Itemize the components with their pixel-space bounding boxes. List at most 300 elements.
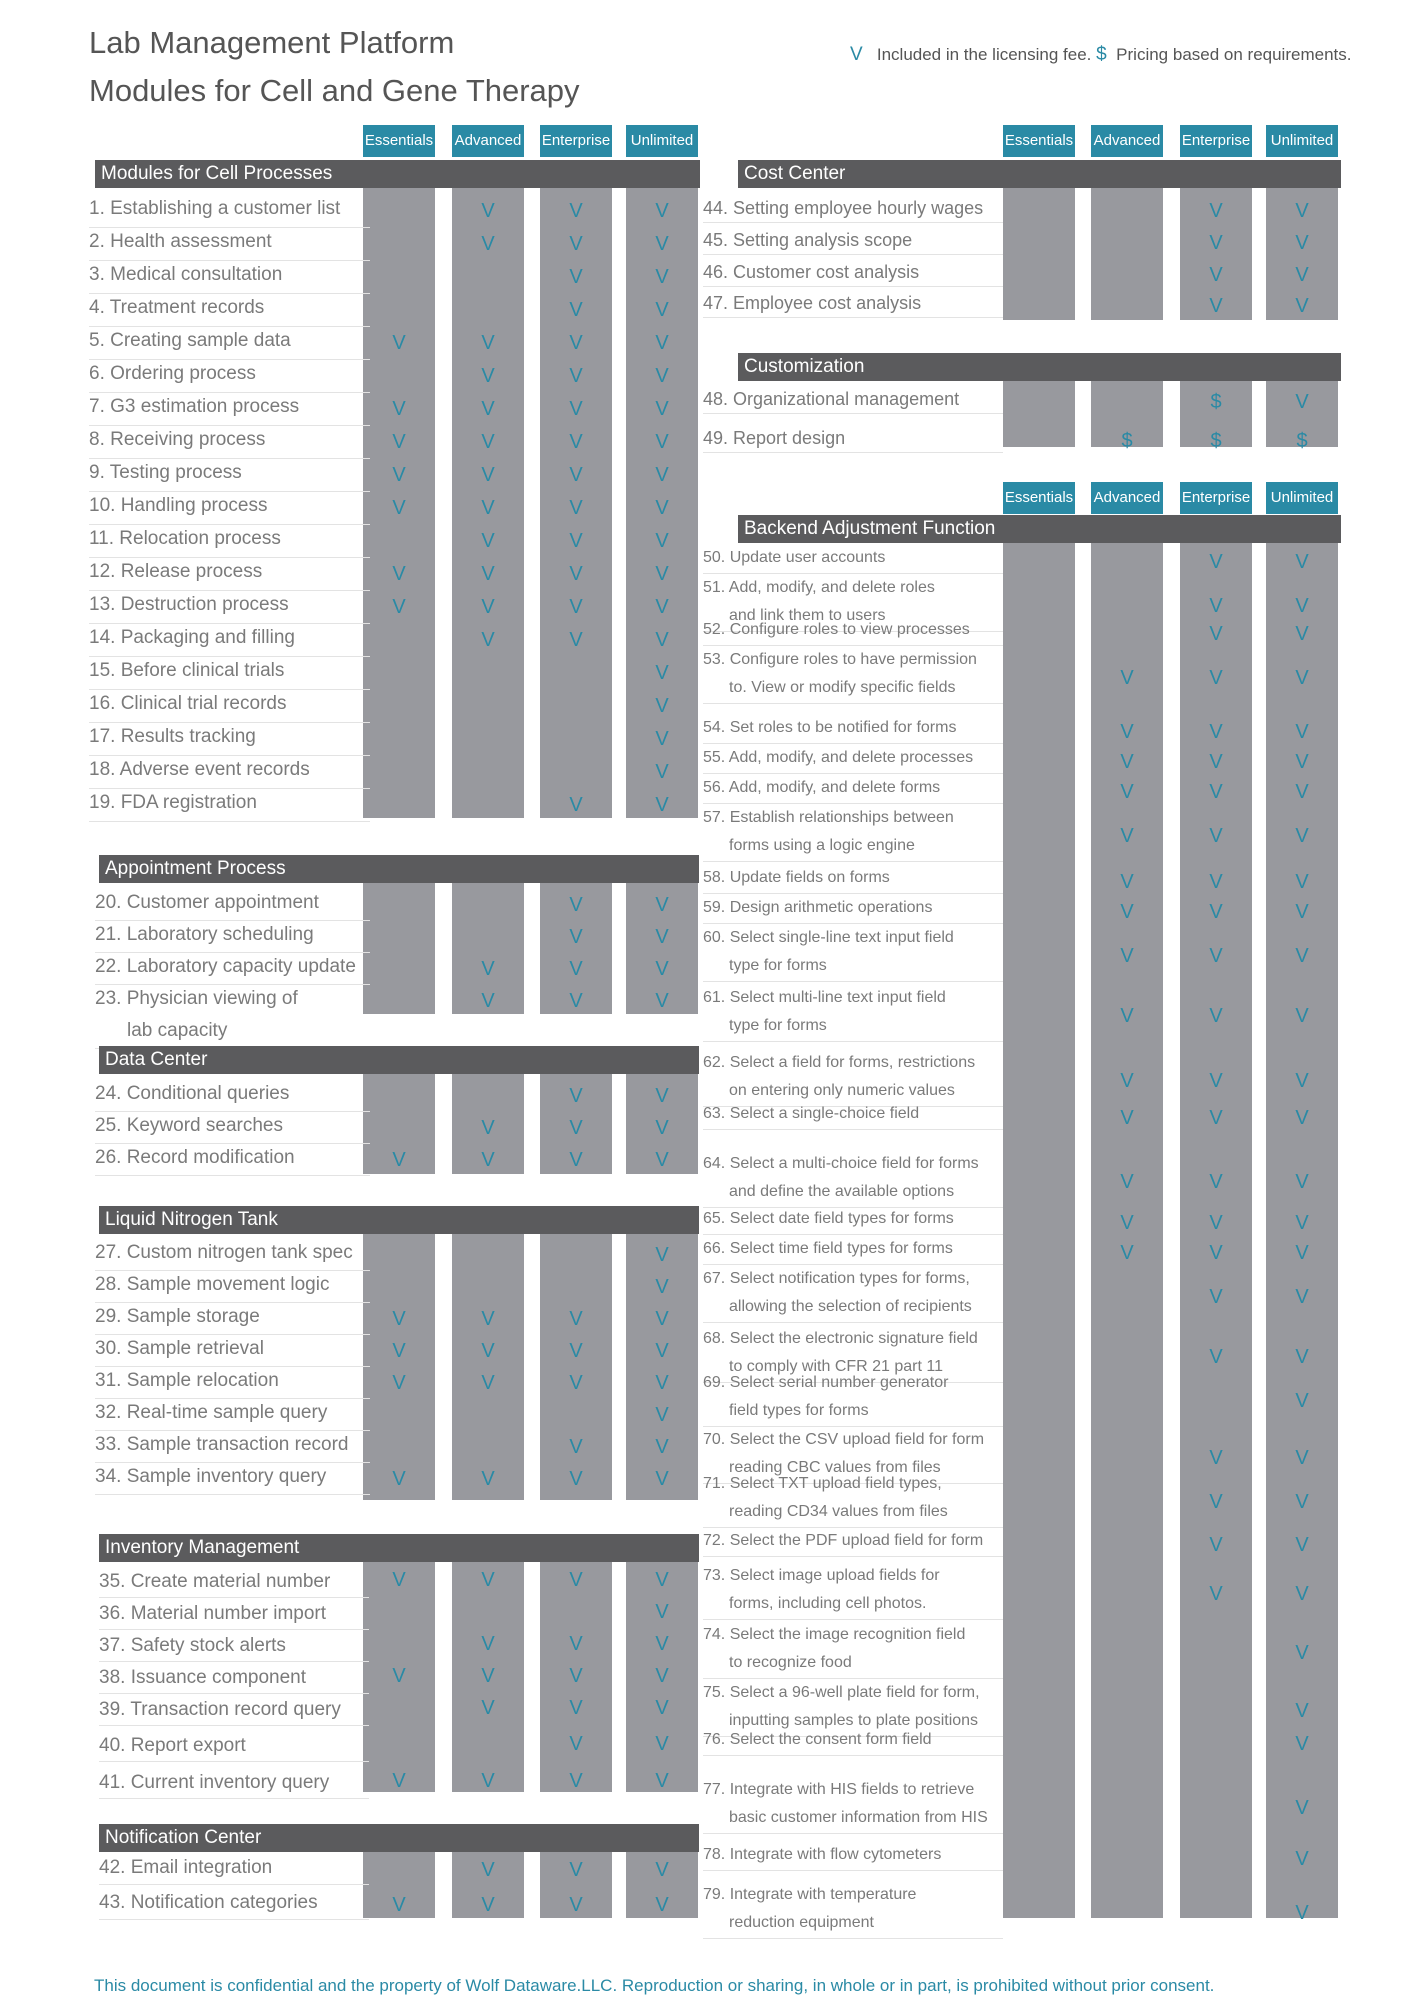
left-tier-advanced: Advanced (452, 125, 524, 157)
included-mark: V (1295, 1390, 1309, 1412)
row-label-continued: and link them to users (729, 607, 886, 624)
included-mark: V (481, 1859, 495, 1881)
pricing-mark: $ (1210, 391, 1222, 413)
included-mark: V (1295, 1005, 1309, 1027)
legend-pricing-text: Pricing based on requirements. (1116, 45, 1352, 64)
included-mark: V (1295, 1583, 1309, 1605)
row-divider (89, 623, 370, 624)
included-mark: V (655, 1372, 669, 1394)
included-mark: V (655, 761, 669, 783)
section-title: Backend Adjustment Function (744, 518, 996, 539)
included-mark: V (1209, 1286, 1223, 1308)
row-divider (703, 254, 1003, 255)
row-divider (89, 689, 370, 690)
included-mark: V (481, 530, 495, 552)
included-mark: V (1209, 1107, 1223, 1129)
row-label-continued: inputting samples to plate positions (729, 1712, 979, 1729)
included-mark: V (1295, 945, 1309, 967)
row-divider (99, 1798, 369, 1799)
confidentiality-footer: This document is confidential and the property of Wolf Dataware.LLC. Reproduction or sharing, in whole or in part, is prohibited without prior consent. (94, 1976, 1215, 1995)
included-mark: V (1295, 264, 1309, 286)
row-label: 15. Before clinical trials (89, 660, 285, 681)
row-divider (95, 1334, 370, 1335)
row-label: 77. Integrate with HIS fields to retrieve (703, 1781, 975, 1798)
included-mark: V (1209, 200, 1223, 222)
row-label: 53. Configure roles to have permission (703, 651, 977, 668)
row-label: 71. Select TXT upload field types, (703, 1475, 942, 1492)
section-title: Modules for Cell Processes (101, 163, 333, 184)
included-mark: V (392, 1308, 406, 1330)
row-label-continued: reading CBC values from files (729, 1459, 941, 1476)
right-bottom-tier-unlimited: Unlimited (1266, 482, 1338, 514)
row-label: 21. Laboratory scheduling (95, 924, 314, 945)
included-mark: V (1209, 551, 1223, 573)
included-mark: V (481, 233, 495, 255)
included-mark: V (1209, 1005, 1223, 1027)
section-header-customization (738, 353, 1341, 381)
included-mark: V (655, 1697, 669, 1719)
included-mark: V (1120, 1107, 1134, 1129)
included-mark: V (569, 1770, 583, 1792)
row-label-continued: forms, including cell photos. (729, 1595, 927, 1612)
row-divider (99, 1661, 369, 1662)
included-mark: V (1295, 1491, 1309, 1513)
included-mark: V (1295, 1534, 1309, 1556)
included-mark: V (655, 398, 669, 420)
row-label-continued: basic customer information from HIS (729, 1809, 988, 1826)
row-divider (703, 1556, 1003, 1557)
included-mark: V (481, 1117, 495, 1139)
row-divider (95, 984, 370, 985)
included-mark: V (655, 794, 669, 816)
included-mark: V (1209, 1583, 1223, 1605)
included-mark: V (655, 1149, 669, 1171)
row-divider (95, 1462, 370, 1463)
included-mark: V (569, 1859, 583, 1881)
included-mark: V (392, 1770, 406, 1792)
included-mark: V (569, 1117, 583, 1139)
included-mark: V (655, 332, 669, 354)
included-mark: V (655, 464, 669, 486)
row-label: 10. Handling process (89, 495, 268, 516)
included-mark: V (481, 1633, 495, 1655)
section-header-backend (738, 515, 1341, 543)
row-divider (703, 1619, 1003, 1620)
included-mark: V (569, 431, 583, 453)
included-mark: V (655, 1770, 669, 1792)
row-label: 3. Medical consultation (89, 264, 283, 285)
row-divider (703, 1234, 1003, 1235)
row-divider (703, 861, 1003, 862)
row-divider (95, 1111, 370, 1112)
included-mark: V (1295, 595, 1309, 617)
included-mark: V (1295, 551, 1309, 573)
included-mark: V (481, 629, 495, 651)
row-divider (703, 1041, 1003, 1042)
included-mark: V (569, 1149, 583, 1171)
row-divider (89, 821, 370, 822)
row-divider (89, 227, 370, 228)
row-divider (89, 458, 370, 459)
included-mark: V (655, 728, 669, 750)
row-divider (99, 1597, 369, 1598)
right-top-tier-advanced: Advanced (1091, 125, 1163, 157)
included-mark: V (1209, 1346, 1223, 1368)
row-label-continued: forms using a logic engine (729, 837, 915, 854)
included-mark: V (481, 596, 495, 618)
row-label-continued: allowing the selection of recipients (729, 1298, 972, 1315)
included-mark: V (1295, 825, 1309, 847)
included-mark: V (569, 365, 583, 387)
included-mark: V (1209, 751, 1223, 773)
included-mark: V (1295, 1642, 1309, 1664)
included-mark: V (655, 497, 669, 519)
included-mark: V (655, 1436, 669, 1458)
included-mark: V (1295, 1107, 1309, 1129)
included-mark: V (655, 1308, 669, 1330)
included-mark: V (481, 1894, 495, 1916)
section-title: Liquid Nitrogen Tank (105, 1209, 278, 1230)
included-mark: V (655, 1117, 669, 1139)
left-tier-enterprise: Enterprise (540, 125, 612, 157)
included-mark: V (569, 629, 583, 651)
row-divider (703, 773, 1003, 774)
row-divider (703, 286, 1003, 287)
included-mark: V (1295, 232, 1309, 254)
row-label: 31. Sample relocation (95, 1370, 279, 1391)
row-divider (703, 743, 1003, 744)
right-top-tier-essentials: Essentials (1003, 125, 1075, 157)
included-mark: V (655, 1468, 669, 1490)
included-mark: V (569, 990, 583, 1012)
included-mark: V (481, 332, 495, 354)
included-mark: V (655, 233, 669, 255)
row-label: 1. Establishing a customer list (89, 198, 341, 219)
included-mark: V (392, 1894, 406, 1916)
included-mark: V (655, 1276, 669, 1298)
row-label-continued: reading CD34 values from files (729, 1503, 948, 1520)
cell-processes-column-enterprise (540, 160, 612, 818)
row-label: 46. Customer cost analysis (703, 262, 920, 282)
row-label: 26. Record modification (95, 1147, 295, 1168)
included-mark: V (655, 1404, 669, 1426)
included-mark: V (655, 1665, 669, 1687)
included-mark: V (1295, 623, 1309, 645)
row-label: 20. Customer appointment (95, 892, 319, 913)
included-mark: V (1209, 295, 1223, 317)
row-divider (703, 1129, 1003, 1130)
row-divider (89, 260, 370, 261)
included-mark: V (481, 398, 495, 420)
row-label: 29. Sample storage (95, 1306, 260, 1327)
included-mark: V (655, 662, 669, 684)
right-bottom-tier-enterprise: Enterprise (1180, 482, 1252, 514)
included-mark: V (1209, 667, 1223, 689)
row-label: 16. Clinical trial records (89, 693, 287, 714)
included-mark: V (1209, 871, 1223, 893)
backend-column-essentials (1003, 515, 1075, 1918)
included-mark: V (655, 365, 669, 387)
left-tier-unlimited: Unlimited (626, 125, 698, 157)
included-mark: V (655, 431, 669, 453)
row-label: 17. Results tracking (89, 726, 256, 747)
included-mark: V (1209, 945, 1223, 967)
row-label: 62. Select a field for forms, restrictions (703, 1054, 976, 1071)
row-label: 23. Physician viewing of (95, 988, 298, 1009)
row-label: 33. Sample transaction record (95, 1434, 349, 1455)
included-mark: V (1209, 1242, 1223, 1264)
row-label-continued: to recognize food (729, 1654, 852, 1671)
row-divider (703, 923, 1003, 924)
included-mark: V (392, 1372, 406, 1394)
row-divider (703, 803, 1003, 804)
included-mark: V (655, 1569, 669, 1591)
included-mark: V (481, 1697, 495, 1719)
included-mark: V (481, 1468, 495, 1490)
included-mark: V (569, 794, 583, 816)
row-label: 35. Create material number (99, 1571, 331, 1592)
included-mark: V (481, 431, 495, 453)
included-mark: V (392, 1569, 406, 1591)
row-divider (89, 425, 370, 426)
included-mark: V (481, 990, 495, 1012)
row-label: 37. Safety stock alerts (99, 1635, 286, 1656)
included-mark: V (1295, 721, 1309, 743)
row-label: 34. Sample inventory query (95, 1466, 327, 1487)
row-label: 5. Creating sample data (89, 330, 291, 351)
row-divider (99, 1884, 369, 1885)
page-title: Lab Management Platform (89, 25, 455, 60)
legend-included-mark: V (850, 44, 863, 65)
included-mark: V (569, 530, 583, 552)
row-label-continued: reduction equipment (729, 1914, 874, 1931)
included-mark: V (655, 990, 669, 1012)
included-mark: V (392, 1340, 406, 1362)
cell-processes-column-essentials (363, 160, 435, 818)
included-mark: V (392, 596, 406, 618)
section-header-notification (99, 1824, 699, 1852)
included-mark: V (1120, 1242, 1134, 1264)
included-mark: V (1295, 1242, 1309, 1264)
included-mark: V (569, 497, 583, 519)
row-label: 56. Add, modify, and delete forms (703, 779, 941, 796)
included-mark: V (569, 200, 583, 222)
row-divider (89, 359, 370, 360)
row-label: 79. Integrate with temperature (703, 1886, 917, 1903)
row-divider (95, 1430, 370, 1431)
row-label-continued: field types for forms (729, 1402, 869, 1419)
row-divider (99, 1693, 369, 1694)
row-divider (95, 1302, 370, 1303)
row-label: 52. Configure roles to view processes (703, 621, 970, 638)
included-mark: V (655, 894, 669, 916)
included-mark: V (481, 497, 495, 519)
included-mark: V (1295, 1447, 1309, 1469)
row-divider (703, 1755, 1003, 1756)
section-header-appointment (99, 855, 699, 883)
row-label: 74. Select the image recognition field (703, 1626, 966, 1643)
row-divider (89, 557, 370, 558)
row-label: 48. Organizational management (703, 389, 960, 409)
row-label: 24. Conditional queries (95, 1083, 290, 1104)
included-mark: V (481, 1308, 495, 1330)
included-mark: V (481, 1149, 495, 1171)
included-mark: V (655, 926, 669, 948)
included-mark: V (1295, 751, 1309, 773)
row-label: 65. Select date field types for forms (703, 1210, 954, 1227)
included-mark: V (392, 398, 406, 420)
row-divider (703, 413, 1003, 414)
included-mark: V (1295, 1848, 1309, 1870)
row-divider (703, 981, 1003, 982)
included-mark: V (569, 332, 583, 354)
included-mark: V (392, 332, 406, 354)
row-label-continued: lab capacity (127, 1020, 228, 1041)
included-mark: V (1295, 781, 1309, 803)
section-title: Customization (744, 356, 865, 377)
included-mark: V (655, 299, 669, 321)
included-mark: V (569, 1308, 583, 1330)
included-mark: V (481, 563, 495, 585)
included-mark: V (1209, 264, 1223, 286)
included-mark: V (481, 1372, 495, 1394)
included-mark: V (655, 1859, 669, 1881)
pricing-mark: $ (1210, 430, 1222, 452)
row-divider (89, 722, 370, 723)
row-label: 13. Destruction process (89, 594, 289, 615)
row-label: 58. Update fields on forms (703, 869, 890, 886)
included-mark: V (569, 464, 583, 486)
row-divider (703, 1938, 1003, 1939)
row-label: 18. Adverse event records (89, 759, 310, 780)
included-mark: V (655, 958, 669, 980)
section-header-data-center (99, 1046, 699, 1074)
row-divider (703, 452, 1003, 453)
included-mark: V (655, 200, 669, 222)
row-label: 22. Laboratory capacity update (95, 956, 356, 977)
included-mark: V (481, 365, 495, 387)
right-top-tier-enterprise: Enterprise (1180, 125, 1252, 157)
row-label: 8. Receiving process (89, 429, 266, 450)
included-mark: V (655, 1633, 669, 1655)
included-mark: V (1295, 295, 1309, 317)
included-mark: V (569, 1733, 583, 1755)
included-mark: V (1120, 871, 1134, 893)
row-label: 36. Material number import (99, 1603, 327, 1624)
included-mark: V (1120, 1005, 1134, 1027)
included-mark: V (481, 200, 495, 222)
included-mark: V (569, 1894, 583, 1916)
included-mark: V (481, 1340, 495, 1362)
pricing-mark: $ (1296, 430, 1308, 452)
included-mark: V (1120, 667, 1134, 689)
included-mark: V (655, 1244, 669, 1266)
row-label: 75. Select a 96-well plate field for form, (703, 1684, 980, 1701)
row-label-continued: to. View or modify specific fields (729, 679, 956, 696)
included-mark: V (569, 1436, 583, 1458)
row-divider (89, 656, 370, 657)
right-bottom-tier-essentials: Essentials (1003, 482, 1075, 514)
row-label: 32. Real-time sample query (95, 1402, 328, 1423)
included-mark: V (1295, 1286, 1309, 1308)
row-divider (89, 524, 370, 525)
included-mark: V (481, 958, 495, 980)
row-label: 2. Health assessment (89, 231, 272, 252)
included-mark: V (655, 596, 669, 618)
row-label: 70. Select the CSV upload field for form (703, 1431, 985, 1448)
row-divider (703, 893, 1003, 894)
included-mark: V (392, 497, 406, 519)
included-mark: V (569, 266, 583, 288)
row-divider (95, 1398, 370, 1399)
row-divider (89, 392, 370, 393)
included-mark: V (1209, 901, 1223, 923)
row-divider (703, 1322, 1003, 1323)
row-divider (95, 952, 370, 953)
row-label: 57. Establish relationships between (703, 809, 954, 826)
right-bottom-tier-advanced: Advanced (1091, 482, 1163, 514)
row-divider (95, 1494, 370, 1495)
page-subtitle: Modules for Cell and Gene Therapy (89, 73, 580, 108)
included-mark: V (1295, 1797, 1309, 1819)
included-mark: V (1120, 1212, 1134, 1234)
row-divider (703, 1426, 1003, 1427)
row-label: 49. Report design (703, 428, 846, 448)
row-label: 19. FDA registration (89, 792, 257, 813)
row-label: 7. G3 estimation process (89, 396, 300, 417)
row-label: 45. Setting analysis scope (703, 230, 913, 250)
included-mark: V (1295, 1070, 1309, 1092)
included-mark: V (1209, 781, 1223, 803)
included-mark: V (655, 695, 669, 717)
included-mark: V (1295, 667, 1309, 689)
row-divider (89, 326, 370, 327)
row-label: 44. Setting employee hourly wages (703, 198, 984, 218)
row-label-continued: to comply with CFR 21 part 11 (729, 1358, 944, 1375)
row-divider (703, 1833, 1003, 1834)
included-mark: V (1120, 901, 1134, 923)
cell-processes-column-advanced (452, 160, 524, 818)
section-header-liquid-nitrogen (99, 1206, 699, 1234)
included-mark: V (655, 266, 669, 288)
row-label: 11. Relocation process (89, 528, 281, 549)
included-mark: V (1295, 200, 1309, 222)
row-divider (703, 1678, 1003, 1679)
section-title: Data Center (105, 1049, 208, 1070)
row-divider (703, 1207, 1003, 1208)
row-label: 42. Email integration (99, 1857, 273, 1878)
section-title: Appointment Process (105, 858, 286, 879)
included-mark: V (655, 530, 669, 552)
row-divider (95, 1175, 370, 1176)
included-mark: V (569, 926, 583, 948)
included-mark: V (1295, 1902, 1309, 1924)
row-label: 12. Release process (89, 561, 263, 582)
row-label: 55. Add, modify, and delete processes (703, 749, 974, 766)
section-header-cost-center (738, 160, 1341, 188)
row-divider (703, 573, 1003, 574)
row-label: 50. Update user accounts (703, 549, 886, 566)
included-mark: V (392, 1468, 406, 1490)
included-mark: V (481, 464, 495, 486)
included-mark: V (655, 1601, 669, 1623)
included-mark: V (1295, 391, 1309, 413)
row-divider (89, 590, 370, 591)
included-mark: V (569, 1085, 583, 1107)
row-label-continued: type for forms (729, 1017, 827, 1034)
row-label: 47. Employee cost analysis (703, 293, 922, 313)
row-label: 9. Testing process (89, 462, 242, 483)
